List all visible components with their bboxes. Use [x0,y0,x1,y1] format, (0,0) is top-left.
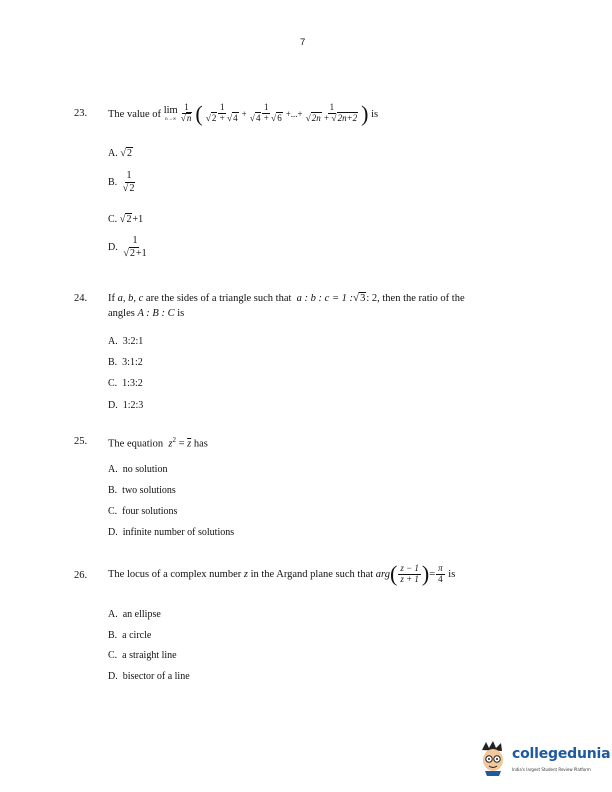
q23-t3-b: 2n+2 [337,112,358,123]
option-label: C. [108,214,118,225]
q25-option-c[interactable] [108,506,177,517]
q23-option-c[interactable]: C. √2 +1 [108,214,144,225]
left-paren: ( [390,561,398,586]
q23-lim-sub: n→∞ [165,116,177,122]
q25-stem [108,436,208,450]
option-label: B. [108,357,118,368]
q25-pre: The equation [108,438,164,450]
q24-line2-post: is [177,308,185,319]
option-label: A. [108,609,118,620]
q24-post: then the ratio of the [382,293,465,304]
q23-term2: $\frac{1}{√4 + √6}$ [249,102,282,124]
q23-stem [108,96,378,132]
q25-eq: = [178,438,185,450]
mascot-icon [478,740,508,776]
q26-mid: in the Argand plane such that [250,568,374,580]
q26-option-a[interactable] [108,609,161,620]
q23-d-num: 1 [132,235,138,246]
q24-vars: a, b, c [117,293,144,304]
q24-option-a[interactable] [108,336,143,347]
q26-option-c[interactable] [108,650,177,661]
option-label: D. [108,400,118,411]
q23-option-b[interactable] [108,171,138,194]
q25-option-b[interactable] [108,485,176,496]
option-text: 1:3:2 [122,378,143,389]
option-label: D. [108,671,118,682]
q24-ratio-tail: : 2, [366,293,380,304]
q26-frac-num: z − 1 [400,563,419,574]
option-text: 3:1:2 [122,357,143,368]
option-label: D. [108,527,118,538]
q24-option-c[interactable] [108,378,143,389]
option-label: D. [108,242,118,253]
collegedunia-logo[interactable] [478,740,611,784]
q26-option-b[interactable] [108,630,151,641]
option-label: A. [108,148,118,159]
option-text: 1:2:3 [122,400,144,411]
option-text: infinite number of solutions [122,527,235,538]
q23-c-root: 2 [126,214,132,225]
q25-exp: 2 [172,436,176,444]
q23-ellipsis: +...+ [285,109,303,119]
q24-line2 [108,308,184,319]
option-label: C. [108,378,118,389]
q23-option-a[interactable]: A. √2 [108,148,132,159]
option-text: a straight line [122,650,177,661]
q23-term3-num: 1 [329,102,335,113]
option-label: B. [108,485,118,496]
q26-arg: arg [375,568,390,580]
q26-pre: The locus of a complex number [108,568,242,580]
page-number: 7 [300,37,306,48]
q26-four: 4 [438,573,443,584]
q26-frac-den: z + 1 [400,573,419,584]
q24-ratio-lhs: a : b : c = 1 : [296,293,354,304]
logo-name: collegedunia [512,746,611,762]
q26-pi-frac [436,564,445,584]
q24-number: 24. [74,293,88,304]
q23-outer-frac: $\frac{1}{√n}$ [180,102,192,124]
q25-option-a[interactable] [108,464,167,475]
q23-t1-a: 2 [211,112,217,123]
option-label: A. [108,464,118,475]
q23-d-root: 2 [130,247,135,259]
q23-t2-b: 6 [277,112,282,123]
q23-plus-1: + [241,109,247,119]
right-paren: ) [361,101,369,126]
q26-number: 26. [74,570,88,581]
option-text: a circle [122,630,152,641]
q23-outer-den: n [186,112,192,123]
option-text: bisector of a line [122,671,190,682]
q24-ratio-root: 3 [360,293,366,304]
q25-number: 25. [74,436,88,447]
logo-tagline: India's largest Student Review Platform [512,767,591,772]
option-text: two solutions [122,485,176,496]
q23-term1-num: 1 [219,102,225,113]
q24-mid: are the sides of a triangle such that [145,293,292,304]
q23-b-num: 1 [126,170,132,181]
option-text: four solutions [122,506,178,517]
q25-post: has [193,438,208,450]
q26-frac [398,564,421,584]
q26-stem [108,556,455,592]
q26-eq: = [429,568,436,580]
q24-line2-pre: angles [108,308,135,319]
q24-line1: If a, b, c are the sides of a triangle such that a : b : c = 1 :√3: 2, then the ratio of the [108,292,465,304]
q23-t2-a: 4 [255,112,261,123]
q24-angles: A : B : C [137,308,175,319]
option-label: C. [108,650,118,661]
q23-outer-num: 1 [184,102,189,113]
q23-c-tail: +1 [132,214,144,225]
q23-b-frac: $\frac{1}{√2}$ [122,170,135,194]
option-text: 3:2:1 [122,336,144,347]
right-paren: ) [421,561,430,586]
q23-d-frac: $\frac{1}{√2+1}$ [123,235,147,259]
q26-option-d[interactable] [108,671,190,682]
q26-pi: π [438,563,443,574]
option-text: no solution [122,464,168,475]
q25-zbar: $\overline{z}$ [187,438,192,450]
q23-t3-a: 2n [311,112,321,123]
q26-post: is [448,568,456,580]
q23-suffix: is [371,108,379,120]
option-label: B. [108,630,118,641]
q23-prefix: The value of [108,108,162,120]
q24-option-d[interactable] [108,400,143,411]
option-label: C. [108,506,118,517]
q23-lim-word: lim [163,105,178,117]
q24-option-b[interactable] [108,357,143,368]
q23-b-root: 2 [129,182,135,194]
option-text: an ellipse [122,609,161,620]
q23-t1-b: 4 [233,112,238,123]
q25-z: z [168,438,173,450]
q26-z: z [243,568,248,580]
q23-number: 23. [74,108,88,119]
q23-lim [164,106,178,122]
option-label: B. [108,177,118,188]
left-paren: ( [195,101,203,126]
q23-term1: $\frac{1}{√2 + √4}$ [205,102,238,124]
q23-a-root: 2 [127,148,132,159]
q25-option-d[interactable] [108,527,234,538]
q23-term3: $\frac{1}{√2n + √2n+2}$ [305,102,358,124]
option-label: A. [108,336,118,347]
q23-option-d[interactable] [108,236,150,259]
q24-pre: If [108,293,115,304]
q23-term2-num: 1 [263,102,269,113]
q23-d-tail: +1 [136,247,147,259]
